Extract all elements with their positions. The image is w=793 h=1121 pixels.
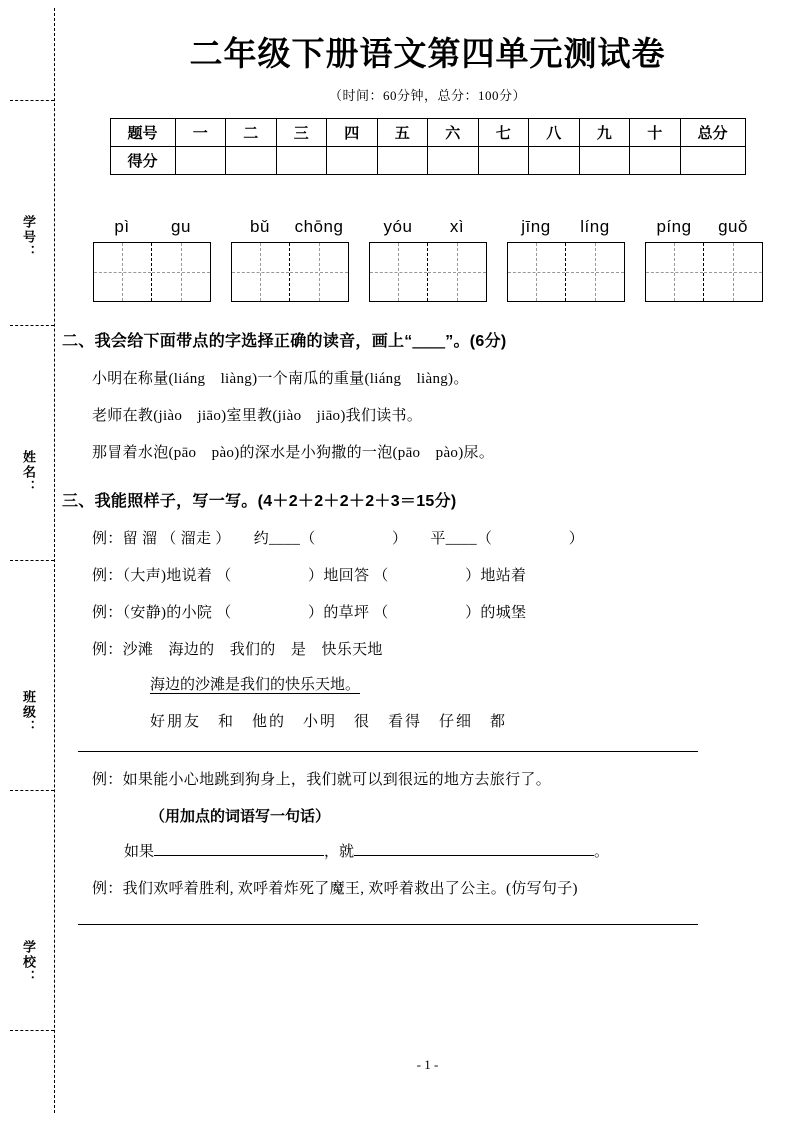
margin-label-student-id: 学号： — [21, 215, 36, 260]
tianzige-cell[interactable] — [94, 243, 152, 301]
pinyin-group-4 — [507, 217, 625, 302]
question-3-fill-sentence — [62, 840, 793, 861]
fill-blank-2[interactable] — [354, 840, 594, 856]
tianzige-grid[interactable] — [507, 242, 625, 302]
tianzige-grid[interactable] — [369, 242, 487, 302]
pinyin-writing-section — [62, 217, 793, 302]
score-table-col-total: 总分 — [680, 119, 745, 147]
tianzige-cell[interactable] — [428, 243, 486, 301]
tianzige-cell[interactable] — [646, 243, 704, 301]
pinyin-syllable: líng — [580, 217, 610, 236]
tianzige-cell[interactable] — [370, 243, 428, 301]
margin-label-school: 学校： — [21, 940, 36, 985]
margin-divider-2 — [10, 325, 54, 326]
tianzige-cell[interactable] — [704, 243, 762, 301]
margin-divider-5 — [10, 1030, 54, 1031]
margin-divider-1 — [10, 100, 54, 101]
answer-rule-line[interactable] — [78, 751, 698, 752]
pinyin-syllable: xì — [449, 217, 465, 236]
pinyin-syllable: yóu — [383, 217, 413, 236]
pinyin-syllable: guǒ — [718, 217, 748, 236]
question-3-item-4: 例：沙滩 海边的 我们的 是 快乐天地 — [92, 642, 383, 658]
margin-divider-3 — [10, 560, 54, 561]
question-2-item-2: 老师在教(jiào jiāo)室里教(jiào jiāo)我们读书。 — [92, 408, 423, 424]
question-3-item-3: 例：（安静)的小院 （ ）的草坪 （ ）的城堡 — [92, 605, 527, 621]
table-row — [110, 119, 745, 147]
score-table-col-9: 九 — [579, 119, 630, 147]
score-table-col-3: 三 — [276, 119, 327, 147]
score-cell[interactable] — [276, 147, 327, 175]
pinyin-group-3 — [369, 217, 487, 302]
question-3-example-answer: 海边的沙滩是我们的快乐天地。 — [150, 677, 361, 693]
page-number: - 1 - — [416, 1057, 439, 1072]
fill-prefix: 如果 — [124, 844, 155, 860]
pinyin-group-5 — [645, 217, 763, 302]
score-cell[interactable] — [478, 147, 529, 175]
score-cell[interactable] — [226, 147, 277, 175]
score-table-col-10: 十 — [630, 119, 681, 147]
score-cell-total[interactable] — [680, 147, 745, 175]
score-table-row-header-score: 得分 — [110, 147, 175, 175]
score-cell[interactable] — [428, 147, 479, 175]
tianzige-cell[interactable] — [232, 243, 290, 301]
question-2-item-3: 那冒着水泡(pāo pào)的深水是小狗撒的一泡(pāo pào)尿。 — [92, 445, 495, 461]
table-row — [110, 147, 745, 175]
question-3-hint: （用加点的词语写一句话） — [150, 809, 331, 825]
tianzige-cell[interactable] — [152, 243, 210, 301]
exam-subtitle: （时间：60分钟，总分：100分） — [328, 88, 526, 103]
score-table-col-2: 二 — [226, 119, 277, 147]
question-3-item-2: 例：（大声)地说着 （ ）地回答 （ ）地站着 — [92, 568, 527, 584]
score-cell[interactable] — [175, 147, 226, 175]
pinyin-group-2 — [231, 217, 349, 302]
score-table-col-1: 一 — [175, 119, 226, 147]
question-3-item-5: 例：如果能小心地跳到狗身上，我们就可以到很远的地方去旅行了。 — [92, 772, 552, 788]
page-title: 二年级下册语文第四单元测试卷 — [189, 35, 666, 72]
vertical-dashed-line — [54, 8, 55, 1113]
question-2-item-1: 小明在称量(liáng liàng)一个南瓜的重量(liáng liàng)。 — [92, 371, 469, 387]
tianzige-grid[interactable] — [93, 242, 211, 302]
fill-mid: ，就 — [324, 844, 355, 860]
tianzige-grid[interactable] — [645, 242, 763, 302]
fill-end: 。 — [594, 844, 610, 860]
score-table-col-6: 六 — [428, 119, 479, 147]
score-table — [110, 118, 746, 175]
pinyin-syllable: pì — [114, 217, 130, 236]
score-table-col-8: 八 — [529, 119, 580, 147]
margin-label-name: 姓名： — [21, 450, 36, 495]
fill-blank-1[interactable] — [154, 840, 324, 856]
question-2-heading: 二、我会给下面带点的字选择正确的读音，画上“＿＿”。(6分) — [62, 333, 507, 350]
tianzige-grid[interactable] — [231, 242, 349, 302]
score-table-row-header: 题号 — [110, 119, 175, 147]
margin-label-class: 班级： — [21, 690, 36, 735]
score-table-col-5: 五 — [377, 119, 428, 147]
tianzige-cell[interactable] — [566, 243, 624, 301]
pinyin-syllable: gu — [171, 217, 191, 236]
pinyin-syllable: chōng — [294, 217, 344, 236]
score-cell[interactable] — [327, 147, 378, 175]
pinyin-group-1 — [93, 217, 211, 302]
tianzige-cell[interactable] — [290, 243, 348, 301]
question-3-heading: 三、我能照样子，写一写。(4＋2＋2＋2＋2＋3＝15分) — [62, 493, 457, 510]
pinyin-syllable: píng — [656, 217, 692, 236]
score-cell[interactable] — [579, 147, 630, 175]
pinyin-syllable: bǔ — [250, 217, 270, 236]
score-cell[interactable] — [377, 147, 428, 175]
exam-page — [62, 0, 793, 1121]
question-3-item-6: 例：我们欢呼着胜利, 欢呼着炸死了魔王, 欢呼着救出了公主。(仿写句子) — [92, 881, 578, 897]
score-cell[interactable] — [630, 147, 681, 175]
score-table-col-7: 七 — [478, 119, 529, 147]
question-3-word-bank: 好朋友 和 他的 小明 很 看得 仔细 都 — [150, 714, 508, 730]
margin-strip — [0, 0, 62, 1121]
pinyin-syllable: jīng — [521, 217, 551, 236]
score-cell[interactable] — [529, 147, 580, 175]
score-table-col-4: 四 — [327, 119, 378, 147]
tianzige-cell[interactable] — [508, 243, 566, 301]
answer-rule-line-2[interactable] — [78, 924, 698, 925]
margin-divider-4 — [10, 790, 54, 791]
question-3-item-1: 例：留 溜 （ 溜走 ） 约____（ ） 平____（ ） — [92, 531, 585, 547]
